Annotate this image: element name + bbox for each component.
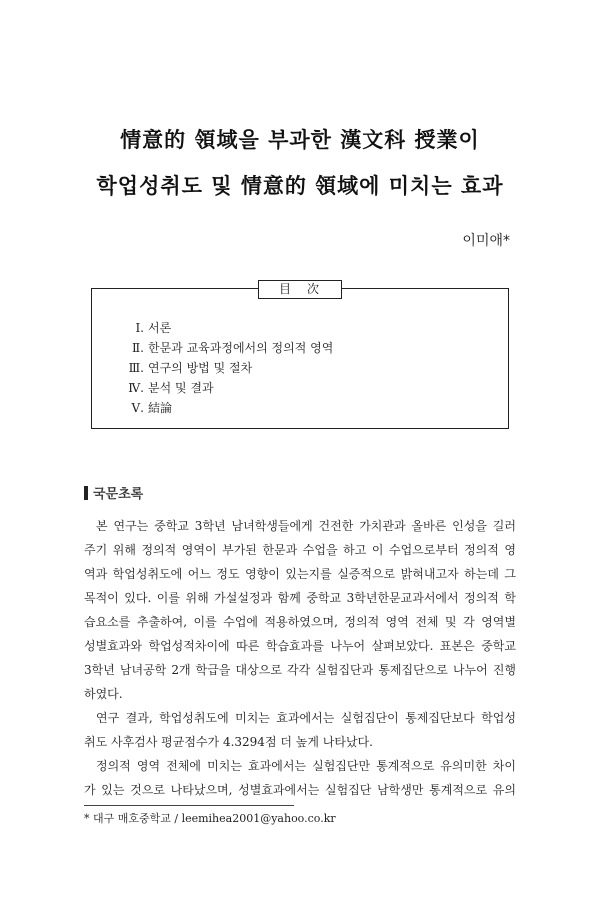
text-line: 본 연구는 중학교 3학년 남녀학생들에게 건전한 가치관과 올바른 인성을 길러 [96, 519, 516, 533]
footnote: * 대구 매호중학교 / leemihea2001@yahoo.co.kr [84, 812, 336, 825]
toc-item [122, 358, 333, 378]
author: 이미애* [462, 233, 510, 249]
abstract-heading [84, 483, 143, 502]
toc-item-number: Ⅲ. [128, 361, 144, 375]
toc-item-number: Ⅴ. [131, 401, 144, 415]
abstract-paragraph-1 [84, 514, 516, 706]
toc-item-text: 한문과 교육과정에서의 정의적 영역 [148, 341, 334, 355]
text-line: 역과 학업성취도에 어느 정도 영향이 있는지를 실증적으로 밝혀내고자 하는데 그 [84, 567, 516, 581]
abstract-paragraph-3 [84, 754, 516, 802]
title-line-1: 情意的 領域을 부과한 漢文科 授業이 [120, 128, 480, 152]
text-line: 취도 사후검사 평균점수가 4.3294점 더 높게 나타났다. [84, 735, 373, 749]
text-line: 3학년 남녀공학 2개 학급을 대상으로 각각 실험집단과 통제집단으로 나누어 진행 [84, 663, 516, 677]
text-line: 가 있는 것으로 나타났으며, 성별효과에서는 실험집단 남학생만 통계적으로 유의 [84, 783, 516, 797]
text-line: 목적이 있다. 이를 위해 가설설정과 함께 중학교 3학년한문교과서에서 정의적 학 [84, 591, 516, 605]
toc-item-text: 結論 [148, 401, 173, 415]
footnote-divider [84, 805, 294, 806]
heading-bar [84, 486, 88, 500]
toc-item-number: Ⅰ. [135, 321, 144, 335]
text-line: 정의적 영역 전체에 미치는 효과에서는 실험집단만 통계적으로 유의미한 차이 [96, 759, 516, 773]
toc-item [122, 398, 333, 418]
toc-item-text: 분석 및 결과 [148, 381, 214, 395]
text-line: 성별효과와 학업성적차이에 따른 학습효과를 나누어 살펴보았다. 표본은 중학교 [84, 639, 516, 653]
toc-item [122, 338, 333, 358]
toc-item [122, 318, 333, 338]
toc-item [122, 378, 333, 398]
text-line: 주기 위해 정의적 영역이 부가된 한문과 수업을 하고 이 수업으로부터 정의적 영 [84, 543, 516, 557]
abstract-heading-text: 국문초록 [93, 487, 144, 502]
abstract-paragraph-2 [84, 706, 516, 754]
toc-item-text: 연구의 방법 및 절차 [148, 361, 253, 375]
toc-item-text: 서론 [148, 321, 172, 335]
text-line: 연구 결과, 학업성취도에 미치는 효과에서는 실험집단이 통제집단보다 학업성 [96, 711, 516, 725]
title-line-2: 학업성취도 및 情意的 領域에 미치는 효과 [96, 174, 504, 198]
toc-label: 目 次 [258, 280, 342, 299]
text-line: 하였다. [84, 687, 123, 701]
toc-item-number: Ⅳ. [128, 381, 144, 395]
toc-item-number: Ⅱ. [132, 341, 144, 355]
text-line: 습요소를 추출하여, 이를 수업에 적용하였으며, 정의적 영역 전체 및 각 영역별 [84, 615, 516, 629]
toc-list [122, 318, 333, 418]
